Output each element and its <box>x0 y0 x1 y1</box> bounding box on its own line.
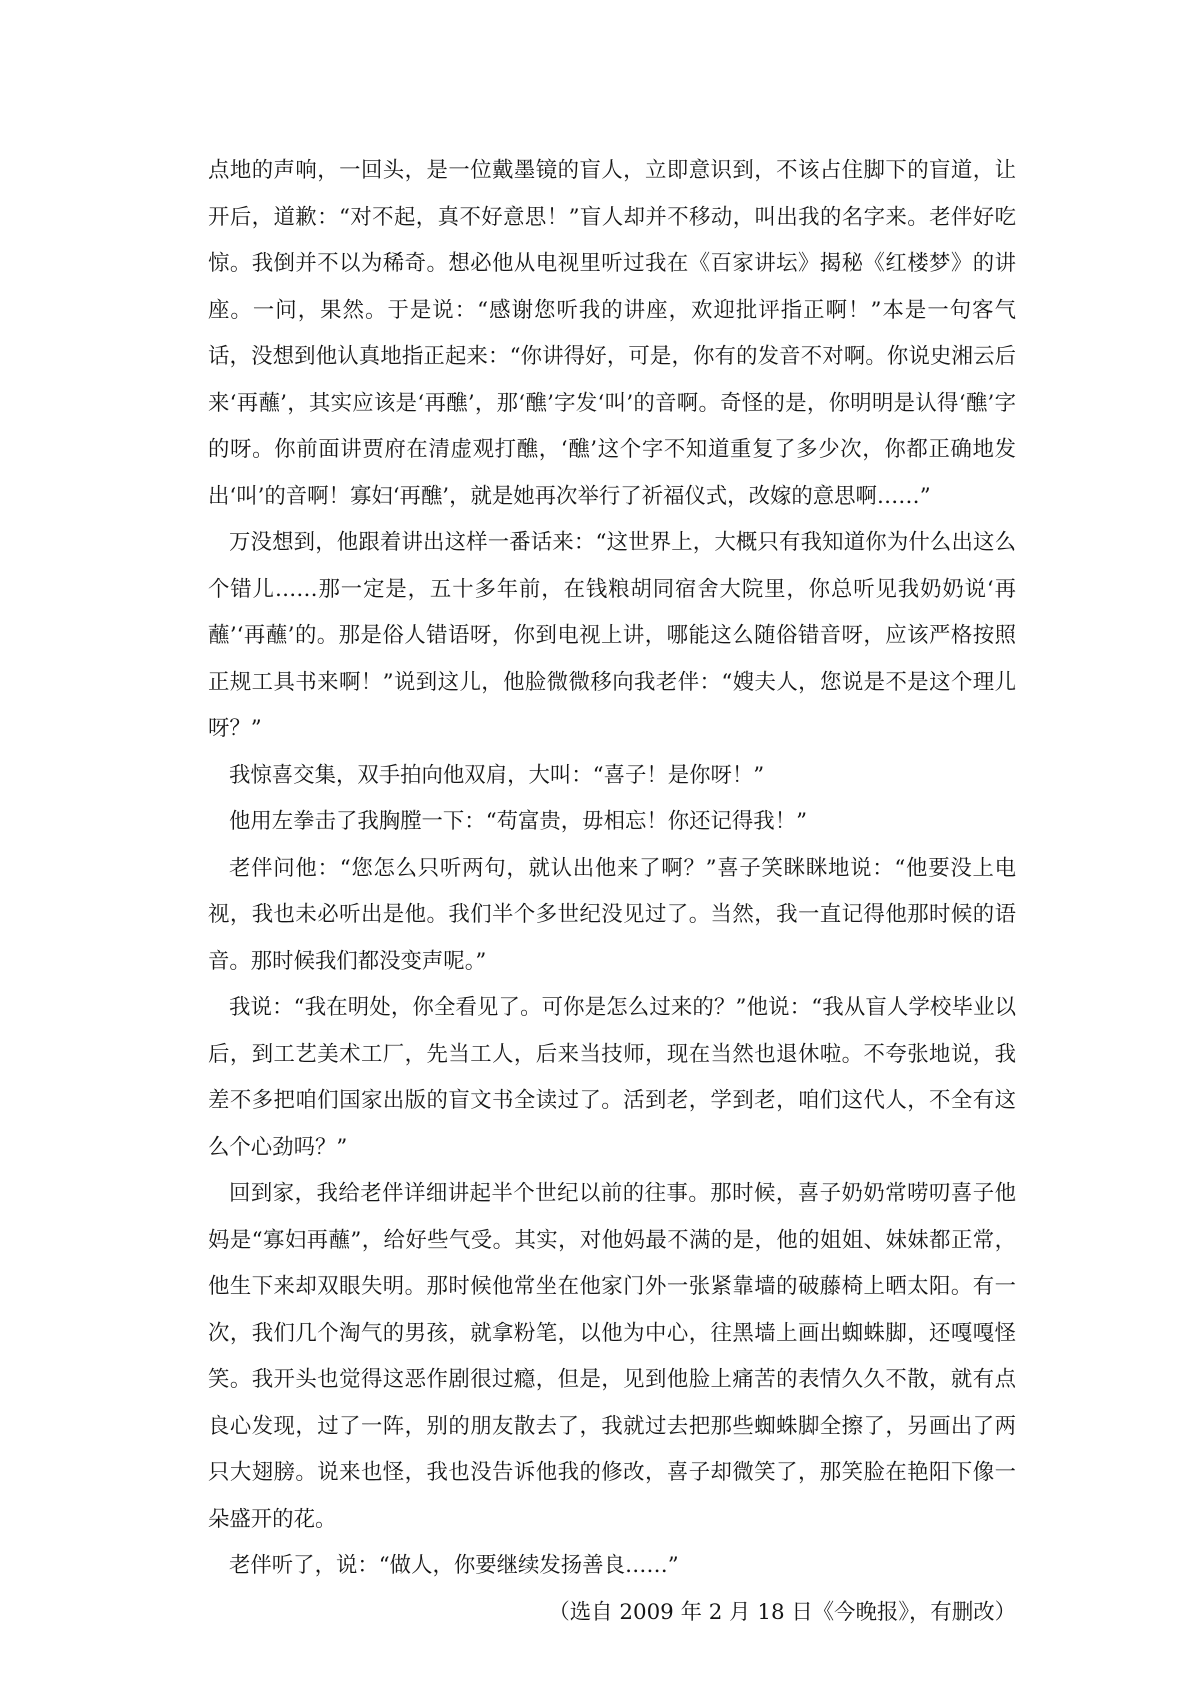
paragraph-8: 老伴听了，说：“做人，你要继续发扬善良……” <box>229 1553 679 1578</box>
paragraph-1: 点地的声响，一回头，是一位戴墨镜的盲人，立即意识到，不该占住脚下的盲道，让开后，道歉：“对不起，真不好意思！”盲人却并不移动，叫出我的名字来。老伴好吃惊。我倒并不以为稀奇。想必他从电视里听过我在《百家讲坛》揭秘《红楼梦》的讲座。一问，果然。于是说：“感谢您听我的讲座，欢迎批评指正啊！”本是一句客气话，没想到他认真地指正起来：“你讲得好，可是，你有的发音不对啊。你说史湘云后来‘再蘸’，其实应该是‘再醮’，那‘醮’字发‘叫’的音啊。奇怪的是，你明明是认得‘醮’字的呀。你前面讲贾府在清虚观打醮，‘醮’这个字不知道重复了多少次，你都正确地发出‘叫’的音啊！寡妇‘再醮’，就是她再次举行了祈福仪式，改嫁的意思啊……” <box>208 158 1016 509</box>
paragraph-5: 老伴问他：“您怎么只听两句，就认出他来了啊？”喜子笑眯眯地说：“他要没上电视，我也未必听出是他。我们半个多世纪没见过了。当然，我一直记得他那时候的语音。那时候我们都没变声呢。” <box>208 855 1016 974</box>
article-body <box>208 148 1016 1636</box>
paragraph-3: 我惊喜交集，双手拍向他双肩，大叫：“喜子！是你呀！” <box>229 762 765 788</box>
paragraph-6: 我说：“我在明处，你全看见了。可你是怎么过来的？”他说：“我从盲人学校毕业以后，到工艺美术工厂，先当工人，后来当技师，现在当然也退休啦。不夸张地说，我差不多把咱们国家出版的盲文书全读过了。活到老，学到老，咱们这代人，不全有这么个心劲吗？” <box>208 995 1016 1160</box>
paragraph-2: 万没想到，他跟着讲出这样一番话来：“这世界上，大概只有我知道你为什么出这么个错儿……那一定是，五十多年前，在钱粮胡同宿舍大院里，你总听见我奶奶说‘再蘸’‘再蘸’的。那是俗人错语呀，你到电视上讲，哪能这么随俗错音呀，应该严格按照正规工具书来啊！”说到这儿，他脸微微移向我老伴：“嫂夫人，您说是不是这个理儿呀？” <box>208 530 1016 741</box>
paragraph-7: 回到家，我给老伴详细讲起半个世纪以前的往事。那时候，喜子奶奶常唠叨喜子他妈是“寡妇再蘸”，给好些气受。其实，对他妈最不满的是，他的姐姐、妹妹都正常，他生下来却双眼失明。那时候他常坐在他家门外一张紧靠墙的破藤椅上晒太阳。有一次，我们几个淘气的男孩，就拿粉笔，以他为中心，往黑墙上画出蜘蛛脚，还嘎嘎怪笑。我开头也觉得这恶作剧很过瘾，但是，见到他脸上痛苦的表情久久不散，就有点良心发现，过了一阵，别的朋友散去了，我就过去把那些蜘蛛脚全擦了，另画出了两只大翅膀。说来也怪，我也没告诉他我的修改，喜子却微笑了，那笑脸在艳阳下像一朵盛开的花。 <box>208 1181 1016 1532</box>
source-citation: （选自 2009 年 2 月 18 日《今晚报》，有删改） <box>548 1599 1016 1625</box>
paragraph-4: 他用左拳击了我胸膛一下：“苟富贵，毋相忘！你还记得我！” <box>229 809 808 834</box>
